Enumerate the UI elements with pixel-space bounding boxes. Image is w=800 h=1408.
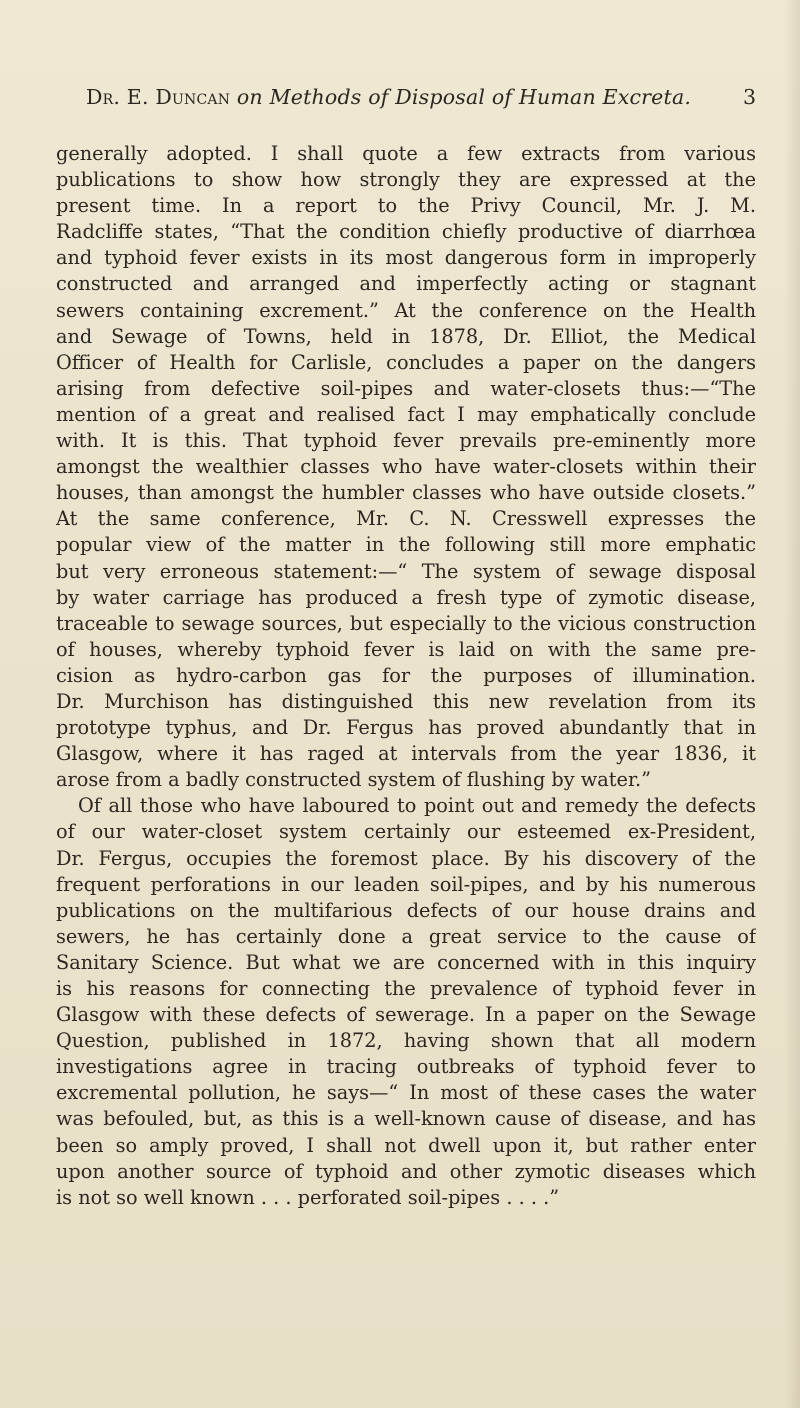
text-line: Glasgow, where it has raged at intervals from the year 1836, it [56, 742, 756, 766]
text-line: houses, than amongst the humbler classes who have outside closets.” [56, 481, 756, 505]
text-line: excremental pollution, he says—“ In most of these cases the water [56, 1081, 756, 1105]
text-line: publications to show how strongly they are expressed at the [56, 168, 756, 192]
header-author: Dr. E. Duncan [86, 85, 231, 109]
text-line: Dr. Murchison has distinguished this new revelation from its [56, 689, 756, 713]
text-line: was befouled, but, as this is a well-known cause of disease, and has [56, 1107, 756, 1131]
text-line: Glasgow with these defects of sewerage. In a paper on the Sewage [56, 1003, 756, 1027]
text-line: of houses, whereby typhoid fever is laid on with the same pre- [56, 637, 756, 661]
text-line: by water carriage has produced a fresh type of zymotic disease, [56, 585, 756, 609]
text-line: of our water-closet system certainly our esteemed ex-President, [56, 820, 756, 844]
body-text [56, 141, 756, 1211]
text-line: and Sewage of Towns, held in 1878, Dr. Elliot, the Medical [56, 324, 756, 348]
page-number: 3 [742, 85, 756, 109]
text-line: been so amply proved, I shall not dwell upon it, but rather enter [56, 1133, 756, 1157]
text-line: generally adopted. I shall quote a few extracts from various [56, 142, 756, 165]
text-line: present time. In a report to the Privy Council, Mr. J. M. [56, 194, 756, 218]
text-line: At the same conference, Mr. C. N. Cresswell expresses the [56, 507, 756, 531]
text-line: Dr. Fergus, occupies the foremost place. By his discovery of the [56, 846, 756, 870]
header-work-title: Methods of Disposal of Human Excreta. [269, 85, 692, 109]
running-title [86, 85, 691, 109]
text-line: frequent perforations in our leaden soil-pipes, and by his numerous [56, 872, 756, 896]
text-line: amongst the wealthier classes who have water-closets within their [56, 455, 756, 479]
text-line: arising from defective soil-pipes and water-closets thus:—“The [56, 376, 756, 400]
text-line: Officer of Health for Carlisle, concludes a paper on the dangers [56, 350, 756, 374]
text-line: constructed and arranged and imperfectly acting or stagnant [56, 272, 756, 296]
header-connector: on [236, 85, 263, 109]
text-line: arose from a badly constructed system of flushing by water.” [56, 768, 652, 792]
text-line: investigations agree in tracing outbreaks of typhoid fever to [56, 1055, 756, 1079]
text-line: sewers, he has certainly done a great service to the cause of [56, 924, 756, 948]
text-line: popular view of the matter in the following still more emphatic [56, 533, 756, 557]
text-line: and typhoid fever exists in its most dangerous form in improperly [56, 246, 756, 270]
text-line: mention of a great and realised fact I may emphatically conclude [56, 402, 756, 426]
text-line: Radcliffe states, “That the condition chiefly productive of diarrhœa [56, 220, 756, 244]
text-line: Question, published in 1872, having shown that all modern [56, 1029, 756, 1053]
text-line: prototype typhus, and Dr. Fergus has proved abundantly that in [56, 716, 756, 740]
page-edge-shadow [784, 0, 800, 1408]
text-line: upon another source of typhoid and other zymotic diseases which [56, 1159, 756, 1183]
text-line: Of all those who have laboured to point out and remedy the defects [78, 794, 756, 818]
text-line: cision as hydro-carbon gas for the purposes of illumination. [56, 663, 756, 687]
text-line: publications on the multifarious defects of our house drains and [56, 898, 756, 922]
text-line: sewers containing excrement.” At the conference on the Health [56, 298, 756, 322]
text-line: is not so well known . . . perforated soil-pipes . . . .” [56, 1185, 560, 1209]
text-line: traceable to sewage sources, but especially to the vicious construction [56, 611, 756, 635]
text-line: but very erroneous statement:—“ The system of sewage disposal [56, 559, 756, 583]
text-line: is his reasons for connecting the prevalence of typhoid fever in [56, 977, 756, 1000]
running-head [56, 85, 756, 117]
text-line: Sanitary Science. But what we are concerned with in this inquiry [56, 950, 756, 974]
text-line: with. It is this. That typhoid fever prevails pre-eminently more [56, 429, 756, 453]
